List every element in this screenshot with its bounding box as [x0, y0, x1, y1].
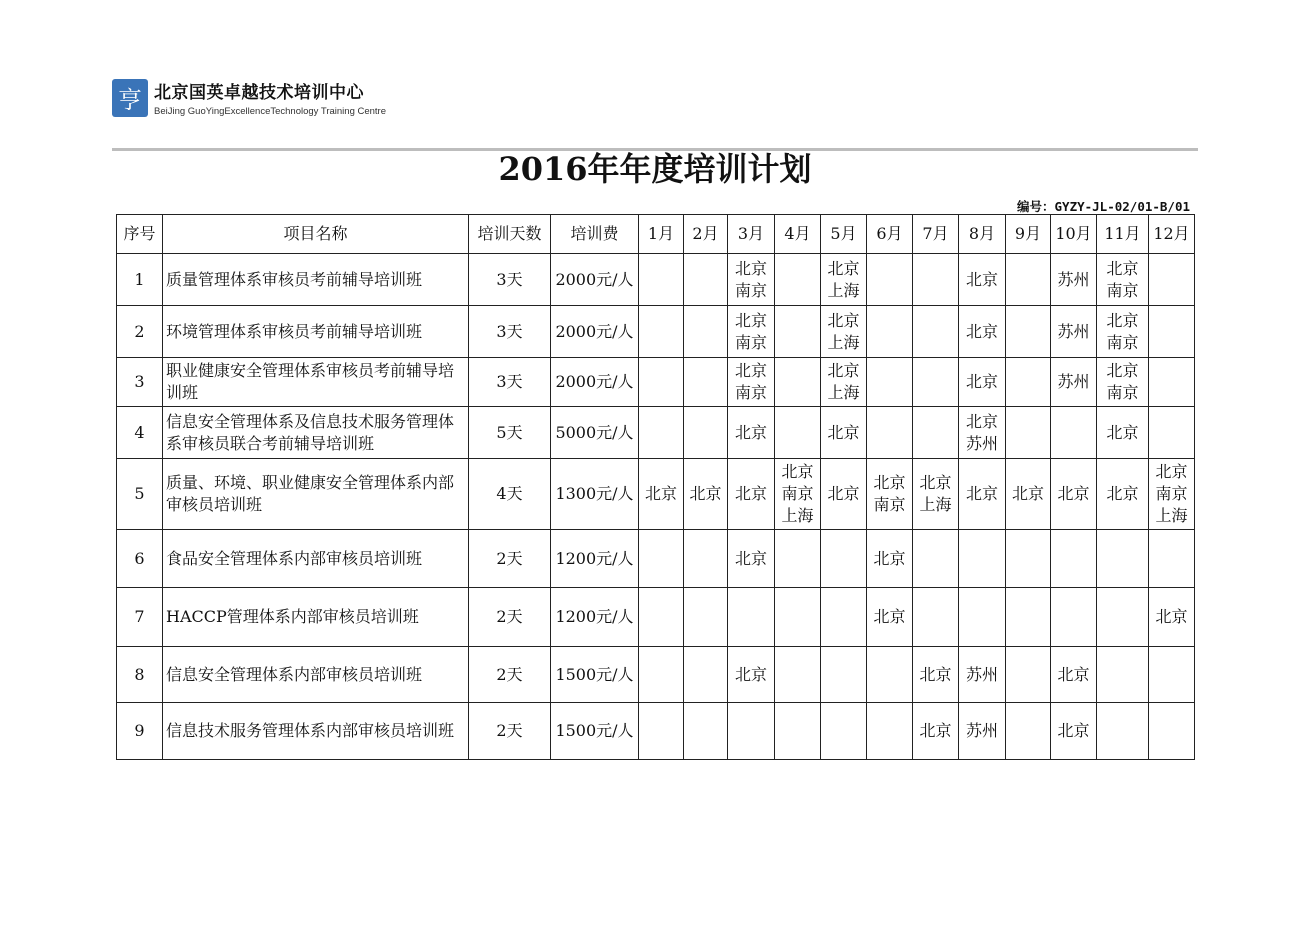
month-cell [913, 358, 959, 407]
month-cell [775, 254, 821, 306]
month-cell: 北京 南京 [1097, 358, 1149, 407]
course-name: 职业健康安全管理体系审核员考前辅导培训班 [163, 358, 469, 407]
training-days: 3天 [469, 358, 551, 407]
logo-mark-icon: 亨 [112, 79, 148, 117]
column-header: 10月 [1051, 215, 1097, 254]
month-cell: 苏州 [959, 703, 1006, 760]
row-number: 8 [117, 647, 163, 703]
month-cell: 北京 [1051, 647, 1097, 703]
column-header: 培训费 [551, 215, 639, 254]
org-logo [112, 78, 386, 117]
month-cell [684, 588, 728, 647]
month-cell [639, 703, 684, 760]
column-header: 5月 [821, 215, 867, 254]
month-cell [913, 588, 959, 647]
month-cell [728, 588, 775, 647]
column-header: 1月 [639, 215, 684, 254]
page-title: 2016年年度培训计划 [498, 150, 812, 188]
row-number: 2 [117, 306, 163, 358]
training-fee: 1500元/人 [551, 703, 639, 760]
month-cell: 北京 [1051, 703, 1097, 760]
course-name: HACCP管理体系内部审核员培训班 [163, 588, 469, 647]
month-cell [639, 530, 684, 588]
month-cell: 北京 [728, 459, 775, 530]
training-fee: 2000元/人 [551, 254, 639, 306]
month-cell [639, 588, 684, 647]
column-header: 11月 [1097, 215, 1149, 254]
row-number: 6 [117, 530, 163, 588]
month-cell: 北京 [1051, 459, 1097, 530]
month-cell: 北京 [913, 703, 959, 760]
row-number: 7 [117, 588, 163, 647]
course-name: 质量管理体系审核员考前辅导培训班 [163, 254, 469, 306]
month-cell [913, 306, 959, 358]
month-cell [867, 254, 913, 306]
month-cell: 北京 [959, 254, 1006, 306]
training-days: 3天 [469, 254, 551, 306]
month-cell [1006, 588, 1051, 647]
month-cell [775, 703, 821, 760]
month-cell [639, 407, 684, 459]
month-cell: 北京 南京 上海 [1149, 459, 1195, 530]
month-cell [821, 703, 867, 760]
month-cell [775, 530, 821, 588]
column-header: 4月 [775, 215, 821, 254]
month-cell [1051, 530, 1097, 588]
column-header: 9月 [1006, 215, 1051, 254]
month-cell: 北京 上海 [913, 459, 959, 530]
month-cell [1051, 588, 1097, 647]
month-cell: 北京 [639, 459, 684, 530]
training-plan-table [116, 214, 1195, 760]
training-days: 5天 [469, 407, 551, 459]
month-cell [728, 703, 775, 760]
month-cell: 北京 南京 [867, 459, 913, 530]
month-cell [639, 306, 684, 358]
month-cell: 北京 [728, 407, 775, 459]
month-cell [1006, 358, 1051, 407]
month-cell: 北京 上海 [821, 358, 867, 407]
column-header: 7月 [913, 215, 959, 254]
table-row [117, 358, 1195, 407]
month-cell [959, 588, 1006, 647]
month-cell [913, 407, 959, 459]
course-name: 环境管理体系审核员考前辅导培训班 [163, 306, 469, 358]
month-cell [684, 358, 728, 407]
row-number: 1 [117, 254, 163, 306]
course-name: 信息技术服务管理体系内部审核员培训班 [163, 703, 469, 760]
month-cell [913, 530, 959, 588]
column-header: 序号 [117, 215, 163, 254]
month-cell [684, 647, 728, 703]
table-row [117, 588, 1195, 647]
month-cell: 北京 [959, 358, 1006, 407]
training-days: 2天 [469, 530, 551, 588]
month-cell [1149, 306, 1195, 358]
month-cell: 北京 [821, 407, 867, 459]
table-body [117, 254, 1195, 760]
training-days: 2天 [469, 647, 551, 703]
month-cell [821, 588, 867, 647]
month-cell: 苏州 [1051, 306, 1097, 358]
training-fee: 5000元/人 [551, 407, 639, 459]
org-name-cn: 北京国英卓越技术培训中心 [154, 83, 364, 103]
table-row [117, 254, 1195, 306]
table-row [117, 306, 1195, 358]
column-header: 培训天数 [469, 215, 551, 254]
month-cell: 北京 南京 [728, 306, 775, 358]
course-name: 信息安全管理体系内部审核员培训班 [163, 647, 469, 703]
month-cell: 北京 [959, 459, 1006, 530]
month-cell: 北京 [867, 530, 913, 588]
logo-text [154, 78, 386, 117]
month-cell [684, 254, 728, 306]
training-days: 4天 [469, 459, 551, 530]
month-cell [684, 306, 728, 358]
course-name: 信息安全管理体系及信息技术服务管理体系审核员联合考前辅导培训班 [163, 407, 469, 459]
month-cell [1149, 530, 1195, 588]
month-cell: 北京 上海 [821, 254, 867, 306]
month-cell: 北京 [867, 588, 913, 647]
month-cell: 北京 [1149, 588, 1195, 647]
table-row [117, 530, 1195, 588]
month-cell [867, 407, 913, 459]
row-number: 5 [117, 459, 163, 530]
month-cell [821, 530, 867, 588]
month-cell [959, 530, 1006, 588]
month-cell: 北京 [1097, 407, 1149, 459]
month-cell [775, 306, 821, 358]
month-cell: 北京 南京 上海 [775, 459, 821, 530]
month-cell [1006, 703, 1051, 760]
month-cell [1149, 647, 1195, 703]
month-cell: 北京 [1006, 459, 1051, 530]
column-header: 3月 [728, 215, 775, 254]
month-cell: 北京 苏州 [959, 407, 1006, 459]
month-cell [1006, 254, 1051, 306]
course-name: 质量、环境、职业健康安全管理体系内部审核员培训班 [163, 459, 469, 530]
month-cell: 苏州 [1051, 254, 1097, 306]
month-cell: 北京 南京 [728, 358, 775, 407]
month-cell [639, 358, 684, 407]
month-cell [821, 647, 867, 703]
training-fee: 1200元/人 [551, 588, 639, 647]
column-header: 8月 [959, 215, 1006, 254]
column-header: 6月 [867, 215, 913, 254]
month-cell [639, 254, 684, 306]
month-cell: 北京 [728, 647, 775, 703]
column-header: 项目名称 [163, 215, 469, 254]
training-days: 3天 [469, 306, 551, 358]
month-cell [1149, 358, 1195, 407]
month-cell [1149, 703, 1195, 760]
month-cell [775, 407, 821, 459]
training-fee: 1200元/人 [551, 530, 639, 588]
month-cell [1097, 703, 1149, 760]
training-fee: 1300元/人 [551, 459, 639, 530]
month-cell [1006, 407, 1051, 459]
month-cell: 北京 南京 [1097, 306, 1149, 358]
month-cell [684, 703, 728, 760]
training-fee: 2000元/人 [551, 358, 639, 407]
month-cell [775, 358, 821, 407]
column-header: 2月 [684, 215, 728, 254]
month-cell [1006, 306, 1051, 358]
month-cell [775, 647, 821, 703]
month-cell [1006, 647, 1051, 703]
month-cell [639, 647, 684, 703]
column-header: 12月 [1149, 215, 1195, 254]
month-cell [684, 530, 728, 588]
month-cell [684, 407, 728, 459]
month-cell: 北京 [684, 459, 728, 530]
course-name: 食品安全管理体系内部审核员培训班 [163, 530, 469, 588]
month-cell: 北京 上海 [821, 306, 867, 358]
month-cell: 苏州 [1051, 358, 1097, 407]
org-name-en: BeiJing GuoYingExcellenceTechnology Training Centre [154, 106, 387, 117]
month-cell [867, 703, 913, 760]
month-cell [1006, 530, 1051, 588]
month-cell [1051, 407, 1097, 459]
row-number: 4 [117, 407, 163, 459]
row-number: 3 [117, 358, 163, 407]
table-row [117, 459, 1195, 530]
month-cell [1149, 254, 1195, 306]
row-number: 9 [117, 703, 163, 760]
month-cell: 北京 [821, 459, 867, 530]
month-cell [913, 254, 959, 306]
month-cell [1097, 588, 1149, 647]
month-cell: 北京 [959, 306, 1006, 358]
table-row [117, 647, 1195, 703]
month-cell [1097, 530, 1149, 588]
month-cell: 北京 南京 [1097, 254, 1149, 306]
month-cell: 北京 [1097, 459, 1149, 530]
month-cell: 北京 [913, 647, 959, 703]
month-cell [1149, 407, 1195, 459]
document-number: 编号：GYZY-JL-02/01-B/01 [1017, 199, 1190, 214]
training-days: 2天 [469, 588, 551, 647]
training-days: 2天 [469, 703, 551, 760]
month-cell [867, 358, 913, 407]
table-header-row [117, 215, 1195, 254]
month-cell: 北京 [728, 530, 775, 588]
table-row [117, 703, 1195, 760]
month-cell: 北京 南京 [728, 254, 775, 306]
month-cell [775, 588, 821, 647]
month-cell [867, 647, 913, 703]
month-cell [1097, 647, 1149, 703]
month-cell [867, 306, 913, 358]
training-fee: 2000元/人 [551, 306, 639, 358]
training-fee: 1500元/人 [551, 647, 639, 703]
month-cell: 苏州 [959, 647, 1006, 703]
table-row [117, 407, 1195, 459]
